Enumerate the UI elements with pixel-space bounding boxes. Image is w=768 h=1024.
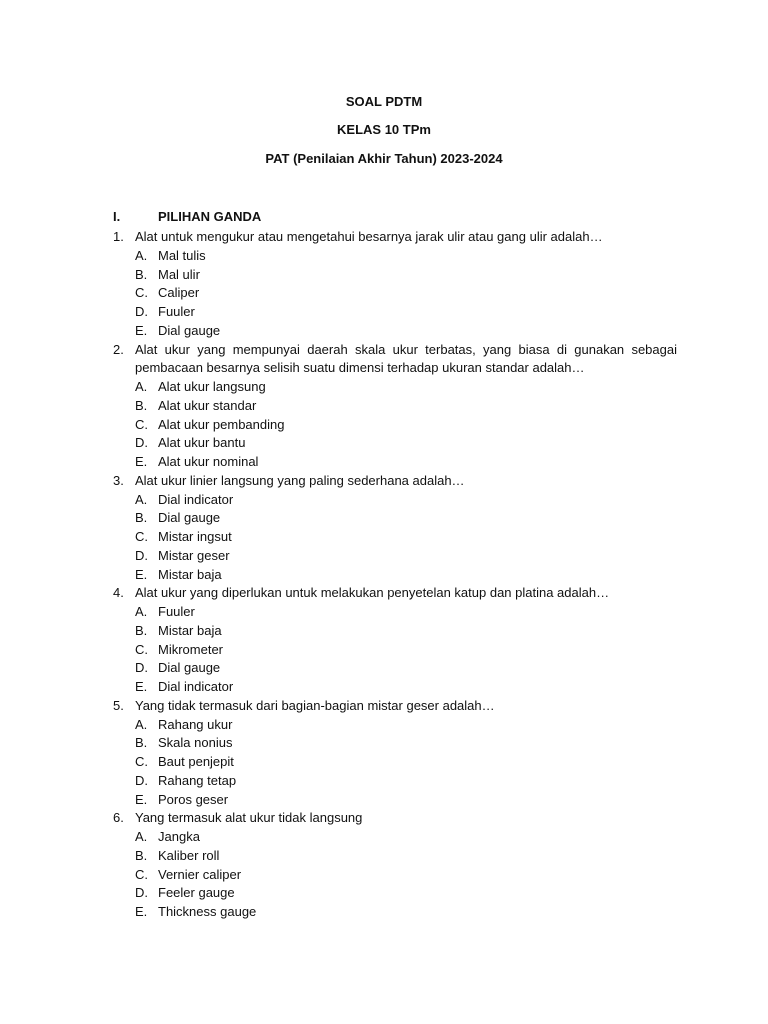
- option-letter: D.: [135, 772, 148, 788]
- option-item: [135, 603, 677, 622]
- class-line: KELAS 10 TPm: [337, 122, 431, 137]
- option-text: Mistar baja: [158, 622, 222, 638]
- section-title: PILIHAN GANDA: [158, 209, 262, 224]
- option-text: Mal ulir: [158, 266, 200, 282]
- option-letter: E.: [135, 322, 148, 338]
- option-item: [135, 266, 677, 285]
- option-letter: E.: [135, 904, 148, 919]
- option-text: Alat ukur standar: [158, 397, 257, 413]
- option-letter: B.: [135, 510, 148, 526]
- option-letter: C.: [135, 416, 148, 432]
- option-item: [135, 828, 677, 847]
- option-item: [135, 716, 677, 735]
- option-text: Baut penjepit: [158, 754, 234, 769]
- option-text: Mal tulis: [158, 247, 206, 263]
- option-text: Alat ukur langsung: [158, 379, 266, 394]
- option-text: Dial gauge: [158, 660, 221, 676]
- option-item: [135, 903, 677, 922]
- option-letter: B.: [135, 266, 148, 282]
- question-text: Yang termasuk alat ukur tidak langsung: [135, 810, 363, 826]
- option-list: [113, 716, 677, 810]
- question-text: Alat ukur linier langsung yang paling sederhana adalah…: [135, 472, 465, 488]
- option-text: Poros geser: [158, 791, 229, 807]
- option-item: [135, 416, 677, 435]
- option-letter: C.: [135, 529, 148, 544]
- option-text: Dial indicator: [158, 679, 234, 694]
- option-text: Dial indicator: [158, 491, 234, 507]
- option-list: [113, 247, 677, 341]
- option-letter: A.: [135, 379, 148, 394]
- question-number: 5.: [113, 697, 124, 713]
- option-letter: E.: [135, 566, 148, 582]
- option-letter: E.: [135, 679, 148, 694]
- option-item: [135, 491, 677, 510]
- option-letter: D.: [135, 885, 148, 901]
- option-item: [135, 247, 677, 266]
- question-number: 4.: [113, 585, 124, 601]
- option-letter: E.: [135, 791, 148, 807]
- option-text: Mistar ingsut: [158, 529, 232, 544]
- option-item: [135, 791, 677, 810]
- option-letter: C.: [135, 754, 148, 769]
- option-list: [113, 828, 677, 922]
- option-text: Jangka: [158, 829, 200, 844]
- question-item: [113, 472, 677, 585]
- option-text: Mistar geser: [158, 547, 230, 563]
- question-text: Alat ukur yang diperlukan untuk melakukan penyetelan katup dan platina adalah…: [135, 585, 610, 601]
- option-item: [135, 303, 677, 322]
- option-item: [135, 434, 677, 453]
- option-item: [135, 866, 677, 885]
- option-text: Caliper: [158, 285, 200, 301]
- option-letter: D.: [135, 660, 148, 676]
- option-letter: D.: [135, 547, 148, 563]
- option-item: [135, 322, 677, 341]
- option-letter: D.: [135, 435, 148, 451]
- option-item: [135, 847, 677, 866]
- option-letter: C.: [135, 866, 148, 882]
- option-list: [113, 603, 677, 697]
- option-item: [135, 453, 677, 472]
- option-letter: A.: [135, 247, 148, 263]
- option-text: Dial gauge: [158, 510, 221, 526]
- question-item: [113, 584, 677, 697]
- exam-line: PAT (Penilaian Akhir Tahun) 2023-2024: [265, 151, 503, 166]
- option-letter: C.: [135, 285, 148, 301]
- option-item: [135, 397, 677, 416]
- question-item: [113, 697, 677, 810]
- option-letter: A.: [135, 716, 148, 732]
- question-text: Alat untuk mengukur atau mengetahui besarnya jarak ulir atau gang ulir adalah…: [135, 229, 603, 244]
- option-item: [135, 884, 677, 903]
- option-text: Skala nonius: [158, 735, 233, 751]
- question-text: Yang tidak termasuk dari bagian-bagian mistar geser adalah…: [135, 697, 495, 713]
- option-letter: E.: [135, 454, 148, 469]
- option-letter: A.: [135, 829, 148, 844]
- option-text: Alat ukur bantu: [158, 435, 246, 451]
- option-list: [113, 491, 677, 585]
- question-number: 1.: [113, 229, 124, 244]
- option-item: [135, 622, 677, 641]
- option-item: [135, 284, 677, 303]
- option-item: [135, 641, 677, 660]
- option-text: Dial gauge: [158, 322, 221, 338]
- option-text: Vernier caliper: [158, 866, 242, 882]
- option-item: [135, 509, 677, 528]
- option-item: [135, 772, 677, 791]
- question-item: [113, 228, 677, 341]
- option-text: Kaliber roll: [158, 847, 220, 863]
- question-number: 6.: [113, 810, 124, 826]
- question-item: [113, 341, 677, 472]
- option-letter: B.: [135, 622, 148, 638]
- option-text: Feeler gauge: [158, 885, 235, 901]
- option-item: [135, 566, 677, 585]
- option-letter: A.: [135, 604, 148, 619]
- option-text: Rahang tetap: [158, 772, 237, 788]
- question-number: 3.: [113, 472, 124, 488]
- section-heading: [113, 209, 673, 225]
- question-list: [113, 228, 677, 922]
- option-item: [135, 678, 677, 697]
- option-item: [135, 378, 677, 397]
- option-letter: C.: [135, 641, 148, 657]
- option-list: [113, 378, 677, 472]
- option-text: Fuuler: [158, 604, 195, 619]
- document-title: SOAL PDTM: [345, 94, 423, 109]
- option-letter: A.: [135, 491, 148, 507]
- option-letter: B.: [135, 397, 148, 413]
- option-text: Fuuler: [158, 304, 195, 319]
- option-letter: D.: [135, 304, 148, 319]
- option-item: [135, 734, 677, 753]
- option-text: Alat ukur pembanding: [158, 416, 285, 432]
- option-text: Thickness gauge: [158, 904, 257, 919]
- option-text: Alat ukur nominal: [158, 454, 259, 469]
- question-number: 2.: [113, 341, 124, 357]
- question-item: [113, 809, 677, 922]
- option-text: Mistar baja: [158, 566, 222, 582]
- option-item: [135, 659, 677, 678]
- option-item: [135, 753, 677, 772]
- section-numeral: I.: [113, 209, 121, 224]
- option-letter: B.: [135, 847, 148, 863]
- option-text: Rahang ukur: [158, 716, 233, 732]
- option-letter: B.: [135, 735, 148, 751]
- option-item: [135, 547, 677, 566]
- question-text: Alat ukur yang mempunyai daerah skala ukur terbatas, yang biasa di gunakan sebagai pembacaan besarnya selisih suatu dimensi terhadap ukuran standar adalah…: [135, 341, 677, 376]
- option-item: [135, 528, 677, 547]
- option-text: Mikrometer: [158, 641, 224, 657]
